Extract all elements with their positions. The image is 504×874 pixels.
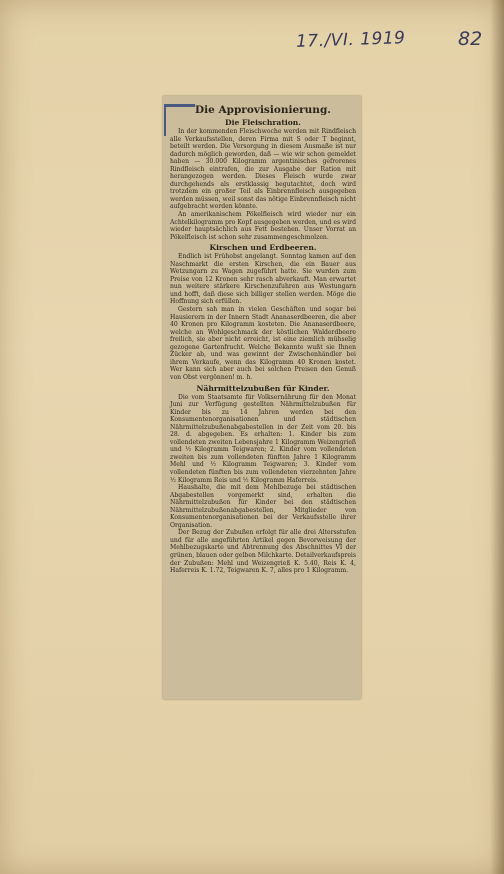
handwritten-page-number: 82 <box>458 28 483 50</box>
section-heading: Die Fleischration. <box>225 118 301 127</box>
sheet-edge-shadow <box>490 0 504 874</box>
clipping-marker-bar <box>165 104 195 107</box>
paragraph: In der kommenden Fleischwoche werden mit Rindfleisch alle Verkaufsstellen, deren Firma mit S oder T beginnt, beteilt werden. Die Versorgung in diesem Ausmaße ist nur dadurch möglich geworden, daß — wie wir schon gemeldet haben — 30.000 Kilogramm argentinisches gefrorenes Rindfleisch eintrafen, die zur Ausgabe der Ration mit herangezogen werden. Dieses Fleisch wurde zwar durchgehends als erstklassig begutachtet, doch wird trotzdem ein großer Teil als Einbrennfleisch ausgegeben werden müssen, weil sonst das nötige Einbrennfleisch nicht aufgebracht werden könnte. <box>170 128 356 211</box>
clipping-marker-side <box>164 104 166 136</box>
paragraph: Haushalte, die mit dem Mehlbezuge bei städtischen Abgabestellen vorgemerkt sind, erhalten die Nährmittelzubußen für Kinder bei den städtischen Nährmittelzubußenabgabestellen, Mitglieder von Konsumentenorganisationen bei der Verkaufsstelle ihrer Organisation. <box>170 484 356 529</box>
paragraph: Die vom Staatsamte für Volksernährung für den Monat Juni zur Verfügung gestellten Nährmittelzubußen für Kinder bis zu 14 Jahren werden bei den Konsumentenorganisationen und städtischen Nährmittelzubußenabgabestellen in der Zeit vom 20. bis 28. d. abgegeben. Es erhalten: 1. Kinder bis zum vollendeten zweiten Lebensjahre 1 Kilogramm Weizengrieß und ½ Kilogramm Teigwaren; 2. Kinder vom vollendeten zweiten bis zum vollendeten fünften Jahre 1 Kilogramm Mehl und ½ Kilogramm Teigwaren; 3. Kinder vom vollendeten fünften bis zum vollendeten vierzehnten Jahre ½ Kilogramm Reis und ½ Kilogramm Haferreis. <box>170 393 356 484</box>
paragraph: Gestern sah man in vielen Geschäften und sogar bei Hausierern in der Innern Stadt Ananaserdbeeren, die aber 40 Kronen pro Kilogramm kosteten. Die Ananaserdbeere, welche an Wohlgeschmack der köstlichen Walderdbeere freilich, sie aber nicht erreicht, ist eine ziemlich mühselig gezogene Gartenfrucht. Welche Bekannte wußt sie Ihnen Zücker ab, und was gewinnt der Zwischenhändler bei ihrem Verkaufe, wenn das Kilogramm 40 Kronen kostet. Wer kann sich aber auch bei solchen Preisen den Genuß von Obst vergönnen! m. h. <box>170 306 356 381</box>
handwritten-date: 17./VI. 1919 <box>295 28 406 52</box>
paragraph: An amerikanischem Pökelfleisch wird wieder nur ein Achtelkilogramm pro Kopf ausgegeben werden, und es wird wieder hauptsächlich aus Fett bestehen. Unser Vorrat an Pökelfleisch ist schon sehr zusammengeschmolzen. <box>170 211 356 241</box>
paragraph: Endlich ist Frühobst angelangt. Sonntag kamen auf den Naschmarkt die ersten Kirschen, die ein Bauer aus Wetzungarn zu Wagen zugeführt hatte. Sie wurden zum Preise von 12 Kronen sehr rasch abverkauft. Man erwartet nun weitere stärkere Kirschenzufuhren aus Westungarn und hofft, daß diese sich billiger stellen werden. Möge die Hoffnung sich erfüllen. <box>170 253 356 306</box>
paragraph: Der Bezug der Zubußen erfolgt für alle drei Altersstufen und für alle angeführten Artikel gegen Bevorweisung der Mehlbezugskarte und Abtrennung des Abschnittes VI der grünen, blauen oder gelben Milchkarte. Detailverkaufspreis der Zubußen: Mehl und Weizengrieß K. 5.40, Reis K. 4, Haferreis K. 1.72, Teigwaren K. 7, alles pro 1 Kilogramm. <box>170 529 356 575</box>
newspaper-clipping <box>163 96 361 699</box>
clipping-title: Die Approvisionierung. <box>195 104 331 116</box>
section-heading: Kirschen und Erdbeeren. <box>209 243 317 253</box>
section-heading: Nährmittelzubußen für Kinder. <box>196 383 330 393</box>
